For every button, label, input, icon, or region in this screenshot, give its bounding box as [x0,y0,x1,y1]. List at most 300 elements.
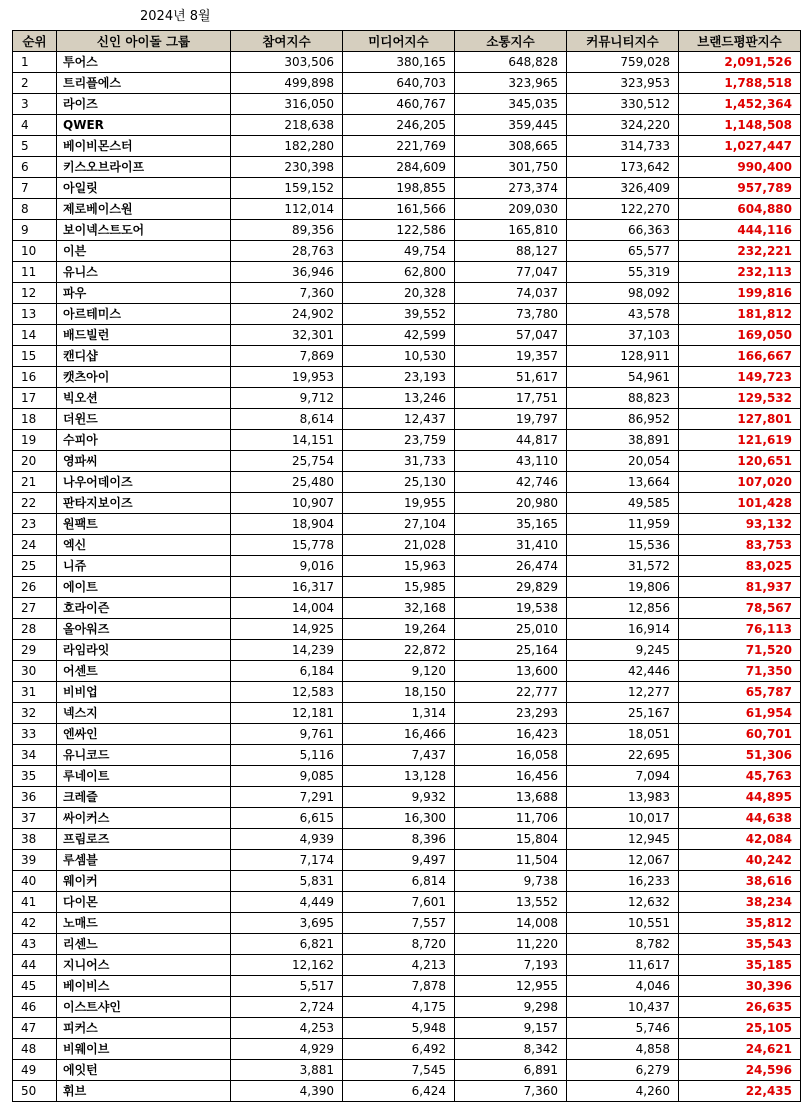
communication-cell: 17,751 [455,388,567,409]
community-cell: 7,094 [567,766,679,787]
table-row [13,94,801,115]
group-name-cell: 베이비스 [57,976,231,997]
table-row [13,934,801,955]
community-cell: 330,512 [567,94,679,115]
brand-reputation-cell: 169,050 [679,325,801,346]
media-cell: 9,932 [343,787,455,808]
media-cell: 13,246 [343,388,455,409]
media-cell: 161,566 [343,199,455,220]
participation-cell: 14,239 [231,640,343,661]
table-row [13,577,801,598]
brand-reputation-cell: 83,025 [679,556,801,577]
table-row [13,451,801,472]
community-cell: 759,028 [567,52,679,73]
participation-cell: 218,638 [231,115,343,136]
group-name-cell: 판타지보이즈 [57,493,231,514]
rank-cell: 6 [13,157,57,178]
table-row [13,73,801,94]
participation-cell: 112,014 [231,199,343,220]
media-cell: 23,193 [343,367,455,388]
brand-reputation-cell: 81,937 [679,577,801,598]
participation-cell: 15,778 [231,535,343,556]
community-cell: 11,617 [567,955,679,976]
communication-cell: 11,504 [455,850,567,871]
table-row [13,871,801,892]
participation-cell: 159,152 [231,178,343,199]
table-row [13,115,801,136]
table-row [13,409,801,430]
group-name-cell: 루네이트 [57,766,231,787]
rank-cell: 47 [13,1018,57,1039]
communication-cell: 11,220 [455,934,567,955]
brand-reputation-cell: 1,788,518 [679,73,801,94]
brand-reputation-cell: 35,185 [679,955,801,976]
rank-cell: 45 [13,976,57,997]
community-cell: 5,746 [567,1018,679,1039]
header-brand-reputation: 브랜드평판지수 [679,31,801,52]
table-row [13,1060,801,1081]
brand-reputation-cell: 1,148,508 [679,115,801,136]
brand-reputation-cell: 38,616 [679,871,801,892]
rank-cell: 46 [13,997,57,1018]
rank-cell: 7 [13,178,57,199]
table-row [13,892,801,913]
participation-cell: 12,162 [231,955,343,976]
group-name-cell: 캣츠아이 [57,367,231,388]
communication-cell: 323,965 [455,73,567,94]
rank-cell: 50 [13,1081,57,1102]
group-name-cell: 에잇턴 [57,1060,231,1081]
brand-reputation-cell: 1,027,447 [679,136,801,157]
communication-cell: 25,164 [455,640,567,661]
communication-cell: 88,127 [455,241,567,262]
table-row [13,178,801,199]
community-cell: 323,953 [567,73,679,94]
rank-cell: 26 [13,577,57,598]
rank-cell: 12 [13,283,57,304]
community-cell: 326,409 [567,178,679,199]
rank-cell: 41 [13,892,57,913]
community-cell: 42,446 [567,661,679,682]
brand-reputation-cell: 65,787 [679,682,801,703]
participation-cell: 7,291 [231,787,343,808]
community-cell: 10,437 [567,997,679,1018]
group-name-cell: 피커스 [57,1018,231,1039]
media-cell: 19,264 [343,619,455,640]
communication-cell: 648,828 [455,52,567,73]
participation-cell: 10,907 [231,493,343,514]
community-cell: 16,914 [567,619,679,640]
community-cell: 13,664 [567,472,679,493]
media-cell: 49,754 [343,241,455,262]
group-name-cell: 유니스 [57,262,231,283]
brand-reputation-cell: 199,816 [679,283,801,304]
table-row [13,724,801,745]
table-row [13,703,801,724]
table-row [13,388,801,409]
group-name-cell: 영파씨 [57,451,231,472]
media-cell: 19,955 [343,493,455,514]
community-cell: 86,952 [567,409,679,430]
table-row [13,640,801,661]
table-row [13,493,801,514]
communication-cell: 19,797 [455,409,567,430]
media-cell: 32,168 [343,598,455,619]
media-cell: 16,300 [343,808,455,829]
table-row [13,241,801,262]
brand-reputation-cell: 78,567 [679,598,801,619]
group-name-cell: 라이즈 [57,94,231,115]
communication-cell: 9,157 [455,1018,567,1039]
communication-cell: 14,008 [455,913,567,934]
media-cell: 122,586 [343,220,455,241]
communication-cell: 25,010 [455,619,567,640]
rank-cell: 43 [13,934,57,955]
media-cell: 10,530 [343,346,455,367]
participation-cell: 303,506 [231,52,343,73]
rank-cell: 17 [13,388,57,409]
group-name-cell: 엑신 [57,535,231,556]
group-name-cell: 트리플에스 [57,73,231,94]
community-cell: 12,067 [567,850,679,871]
brand-reputation-cell: 76,113 [679,619,801,640]
participation-cell: 7,869 [231,346,343,367]
communication-cell: 15,804 [455,829,567,850]
rank-cell: 3 [13,94,57,115]
communication-cell: 16,423 [455,724,567,745]
rank-cell: 28 [13,619,57,640]
media-cell: 4,175 [343,997,455,1018]
brand-reputation-cell: 120,651 [679,451,801,472]
communication-cell: 308,665 [455,136,567,157]
rank-cell: 34 [13,745,57,766]
communication-cell: 165,810 [455,220,567,241]
header-community: 커뮤니티지수 [567,31,679,52]
group-name-cell: 넥스지 [57,703,231,724]
table-row [13,661,801,682]
group-name-cell: 투어스 [57,52,231,73]
group-name-cell: 비비업 [57,682,231,703]
participation-cell: 32,301 [231,325,343,346]
community-cell: 43,578 [567,304,679,325]
communication-cell: 13,600 [455,661,567,682]
media-cell: 31,733 [343,451,455,472]
communication-cell: 29,829 [455,577,567,598]
communication-cell: 57,047 [455,325,567,346]
table-row [13,955,801,976]
communication-cell: 209,030 [455,199,567,220]
rank-cell: 29 [13,640,57,661]
community-cell: 12,277 [567,682,679,703]
media-cell: 23,759 [343,430,455,451]
brand-reputation-cell: 26,635 [679,997,801,1018]
table-row [13,997,801,1018]
community-cell: 54,961 [567,367,679,388]
communication-cell: 73,780 [455,304,567,325]
media-cell: 8,720 [343,934,455,955]
brand-reputation-cell: 232,221 [679,241,801,262]
header-media: 미디어지수 [343,31,455,52]
table-row [13,745,801,766]
community-cell: 13,983 [567,787,679,808]
participation-cell: 3,695 [231,913,343,934]
table-row [13,1039,801,1060]
participation-cell: 24,902 [231,304,343,325]
rank-cell: 13 [13,304,57,325]
brand-reputation-cell: 1,452,364 [679,94,801,115]
table-caption: 2024년 8월 [140,9,211,24]
community-cell: 10,017 [567,808,679,829]
table-row [13,1081,801,1102]
media-cell: 7,601 [343,892,455,913]
group-name-cell: 빅오션 [57,388,231,409]
group-name-cell: 크레즐 [57,787,231,808]
community-cell: 4,046 [567,976,679,997]
group-name-cell: 캔디샵 [57,346,231,367]
community-cell: 22,695 [567,745,679,766]
media-cell: 39,552 [343,304,455,325]
brand-reputation-cell: 35,543 [679,934,801,955]
community-cell: 9,245 [567,640,679,661]
media-cell: 6,424 [343,1081,455,1102]
group-name-cell: 다이몬 [57,892,231,913]
communication-cell: 74,037 [455,283,567,304]
brand-reputation-cell: 101,428 [679,493,801,514]
brand-reputation-cell: 990,400 [679,157,801,178]
header-rank: 순위 [13,31,57,52]
media-cell: 7,878 [343,976,455,997]
table-row [13,682,801,703]
participation-cell: 9,761 [231,724,343,745]
community-cell: 16,233 [567,871,679,892]
participation-cell: 2,724 [231,997,343,1018]
group-name-cell: 라임라잇 [57,640,231,661]
community-cell: 4,858 [567,1039,679,1060]
table-row [13,157,801,178]
rank-cell: 15 [13,346,57,367]
table-row [13,598,801,619]
communication-cell: 77,047 [455,262,567,283]
media-cell: 7,545 [343,1060,455,1081]
participation-cell: 36,946 [231,262,343,283]
rank-cell: 31 [13,682,57,703]
participation-cell: 230,398 [231,157,343,178]
brand-reputation-cell: 107,020 [679,472,801,493]
participation-cell: 9,712 [231,388,343,409]
community-cell: 19,806 [567,577,679,598]
group-name-cell: 에이트 [57,577,231,598]
table-row [13,535,801,556]
communication-cell: 273,374 [455,178,567,199]
communication-cell: 12,955 [455,976,567,997]
rank-cell: 48 [13,1039,57,1060]
brand-reputation-cell: 51,306 [679,745,801,766]
rank-cell: 23 [13,514,57,535]
media-cell: 246,205 [343,115,455,136]
group-name-cell: 이스트샤인 [57,997,231,1018]
table-row [13,787,801,808]
brand-reputation-cell: 121,619 [679,430,801,451]
participation-cell: 9,016 [231,556,343,577]
rank-cell: 24 [13,535,57,556]
brand-reputation-cell: 42,084 [679,829,801,850]
participation-cell: 499,898 [231,73,343,94]
table-row [13,1018,801,1039]
brand-reputation-cell: 44,638 [679,808,801,829]
communication-cell: 301,750 [455,157,567,178]
participation-cell: 25,754 [231,451,343,472]
media-cell: 6,814 [343,871,455,892]
participation-cell: 182,280 [231,136,343,157]
rank-cell: 35 [13,766,57,787]
table-row [13,913,801,934]
header-participation: 참여지수 [231,31,343,52]
brand-reputation-cell: 24,596 [679,1060,801,1081]
participation-cell: 316,050 [231,94,343,115]
media-cell: 12,437 [343,409,455,430]
rank-cell: 37 [13,808,57,829]
participation-cell: 9,085 [231,766,343,787]
media-cell: 4,213 [343,955,455,976]
participation-cell: 12,181 [231,703,343,724]
community-cell: 324,220 [567,115,679,136]
rank-cell: 39 [13,850,57,871]
rank-cell: 5 [13,136,57,157]
community-cell: 6,279 [567,1060,679,1081]
group-name-cell: 루셈블 [57,850,231,871]
rank-cell: 22 [13,493,57,514]
participation-cell: 18,904 [231,514,343,535]
participation-cell: 6,615 [231,808,343,829]
media-cell: 284,609 [343,157,455,178]
brand-reputation-cell: 45,763 [679,766,801,787]
community-cell: 15,536 [567,535,679,556]
group-name-cell: 더윈드 [57,409,231,430]
media-cell: 9,120 [343,661,455,682]
community-cell: 4,260 [567,1081,679,1102]
media-cell: 460,767 [343,94,455,115]
communication-cell: 42,746 [455,472,567,493]
table-row [13,514,801,535]
communication-cell: 345,035 [455,94,567,115]
table-row [13,766,801,787]
media-cell: 15,985 [343,577,455,598]
participation-cell: 14,925 [231,619,343,640]
brand-reputation-cell: 22,435 [679,1081,801,1102]
communication-cell: 6,891 [455,1060,567,1081]
media-cell: 15,963 [343,556,455,577]
participation-cell: 14,151 [231,430,343,451]
group-name-cell: 싸이커스 [57,808,231,829]
community-cell: 314,733 [567,136,679,157]
group-name-cell: 지니어스 [57,955,231,976]
communication-cell: 19,538 [455,598,567,619]
media-cell: 20,328 [343,283,455,304]
community-cell: 12,945 [567,829,679,850]
participation-cell: 5,831 [231,871,343,892]
brand-reputation-cell: 44,895 [679,787,801,808]
community-cell: 31,572 [567,556,679,577]
media-cell: 21,028 [343,535,455,556]
header-group: 신인 아이돌 그룹 [57,31,231,52]
community-cell: 88,823 [567,388,679,409]
group-name-cell: 이븐 [57,241,231,262]
brand-reputation-cell: 71,350 [679,661,801,682]
communication-cell: 7,193 [455,955,567,976]
communication-cell: 16,456 [455,766,567,787]
brand-reputation-cell: 129,532 [679,388,801,409]
communication-cell: 22,777 [455,682,567,703]
brand-reputation-cell: 127,801 [679,409,801,430]
participation-cell: 89,356 [231,220,343,241]
communication-cell: 13,552 [455,892,567,913]
community-cell: 20,054 [567,451,679,472]
rank-cell: 36 [13,787,57,808]
community-cell: 173,642 [567,157,679,178]
community-cell: 128,911 [567,346,679,367]
participation-cell: 19,953 [231,367,343,388]
table-row [13,325,801,346]
media-cell: 6,492 [343,1039,455,1060]
group-name-cell: 아일릿 [57,178,231,199]
rank-cell: 42 [13,913,57,934]
media-cell: 18,150 [343,682,455,703]
communication-cell: 23,293 [455,703,567,724]
table-row [13,829,801,850]
community-cell: 65,577 [567,241,679,262]
community-cell: 98,092 [567,283,679,304]
communication-cell: 44,817 [455,430,567,451]
community-cell: 66,363 [567,220,679,241]
brand-reputation-cell: 60,701 [679,724,801,745]
brand-reputation-cell: 181,812 [679,304,801,325]
table-row [13,52,801,73]
rank-cell: 19 [13,430,57,451]
group-name-cell: 니쥬 [57,556,231,577]
group-name-cell: 비웨이브 [57,1039,231,1060]
table-row [13,556,801,577]
media-cell: 13,128 [343,766,455,787]
table-body [13,52,801,1102]
rank-cell: 32 [13,703,57,724]
community-cell: 12,856 [567,598,679,619]
group-name-cell: 베이비몬스터 [57,136,231,157]
group-name-cell: 제로베이스원 [57,199,231,220]
community-cell: 10,551 [567,913,679,934]
rank-cell: 25 [13,556,57,577]
participation-cell: 6,184 [231,661,343,682]
table-row [13,136,801,157]
community-cell: 12,632 [567,892,679,913]
communication-cell: 9,298 [455,997,567,1018]
brand-reputation-cell: 40,242 [679,850,801,871]
table-row [13,199,801,220]
media-cell: 7,437 [343,745,455,766]
communication-cell: 11,706 [455,808,567,829]
participation-cell: 4,390 [231,1081,343,1102]
rank-cell: 11 [13,262,57,283]
participation-cell: 8,614 [231,409,343,430]
rank-cell: 16 [13,367,57,388]
participation-cell: 6,821 [231,934,343,955]
communication-cell: 26,474 [455,556,567,577]
participation-cell: 7,174 [231,850,343,871]
media-cell: 5,948 [343,1018,455,1039]
community-cell: 25,167 [567,703,679,724]
table-row [13,850,801,871]
brand-reputation-cell: 30,396 [679,976,801,997]
table-row [13,262,801,283]
